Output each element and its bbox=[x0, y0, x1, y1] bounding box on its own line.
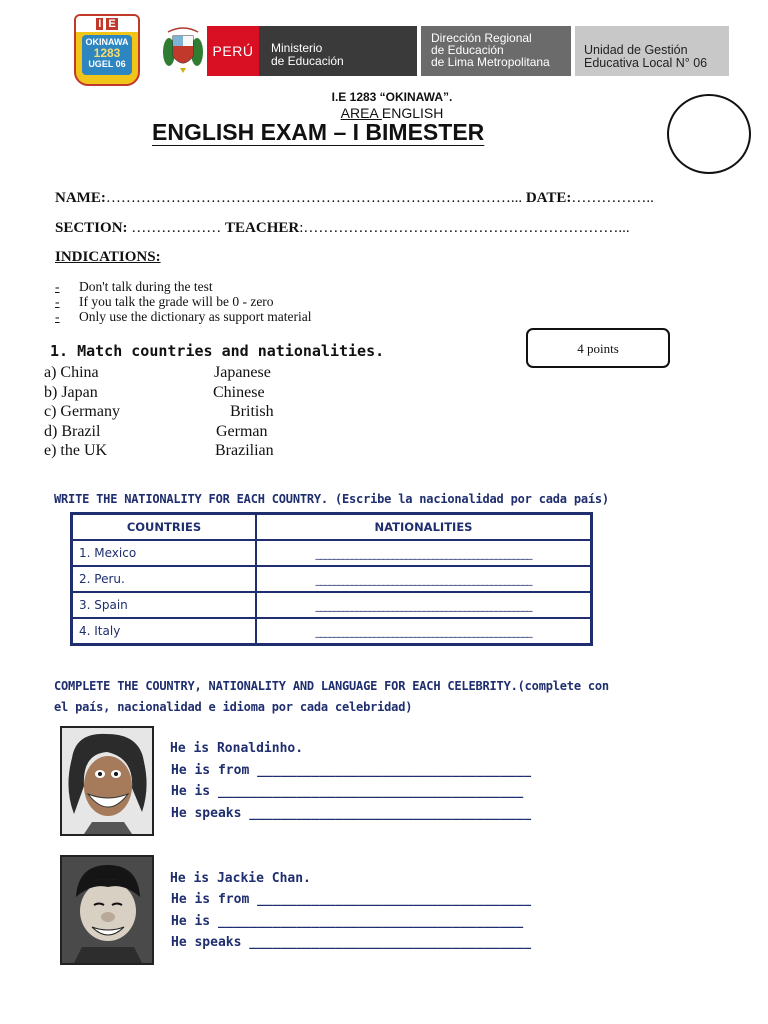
table-row bbox=[72, 592, 591, 618]
question-3-title-line-1: COMPLETE THE COUNTRY, NATIONALITY AND LANGUAGE FOR EACH CELEBRITY.(complete con bbox=[54, 679, 609, 693]
country-item: b) Japan bbox=[44, 384, 98, 401]
celebrity-intro: He is Jackie Chan. bbox=[170, 871, 311, 886]
celebrity-intro: He is Ronaldinho. bbox=[170, 741, 304, 756]
indication-bullet: - bbox=[55, 279, 60, 294]
school-logo-ugel: UGEL 06 bbox=[88, 59, 126, 69]
ronaldinho-caricature bbox=[60, 726, 154, 836]
dre-line-2: de Educación bbox=[431, 43, 504, 57]
table-row bbox=[72, 566, 591, 592]
indications-title: INDICATIONS: bbox=[55, 249, 161, 265]
teacher-label: TEACHER bbox=[225, 220, 300, 236]
nationality-item: Brazilian bbox=[215, 442, 274, 459]
peru-crest-icon bbox=[162, 26, 204, 74]
school-logo-number: 1283 bbox=[93, 46, 121, 60]
table-row bbox=[72, 540, 591, 566]
celebrity-from-line[interactable]: He is from ___________________________________ bbox=[171, 892, 532, 907]
indication-item bbox=[55, 309, 311, 325]
nationality-answer[interactable]: ________________________________________________ bbox=[256, 566, 591, 592]
ministry-label bbox=[259, 26, 417, 76]
indication-text: Only use the dictionary as support material bbox=[79, 309, 312, 324]
country-item: e) the UK bbox=[44, 442, 108, 459]
points-box: 4 points bbox=[526, 328, 670, 368]
area-label: AREA bbox=[340, 105, 382, 121]
country-cell: 2. Peru. bbox=[72, 566, 256, 592]
date-field[interactable]: …………….. bbox=[571, 190, 654, 206]
ugel-label bbox=[575, 26, 729, 76]
school-logo-name: OKINAWA bbox=[85, 37, 129, 47]
peru-label: PERÚ bbox=[207, 26, 259, 76]
table-row bbox=[72, 618, 591, 644]
section-field[interactable]: ……………… bbox=[127, 220, 226, 236]
nationality-answer[interactable]: ________________________________________________ bbox=[256, 592, 591, 618]
country-cell: 3. Spain bbox=[72, 592, 256, 618]
name-date-line bbox=[55, 190, 654, 207]
jackie-chan-caricature bbox=[60, 855, 154, 965]
ugel-line-2: Educativa Local N° 06 bbox=[584, 56, 708, 70]
celebrity-language-line[interactable]: He speaks ____________________________________ bbox=[171, 806, 532, 821]
ministry-banner bbox=[207, 26, 737, 76]
indication-text: If you talk the grade will be 0 - zero bbox=[79, 294, 274, 309]
nationality-item: Chinese bbox=[213, 384, 265, 401]
school-logo bbox=[74, 14, 140, 86]
section-teacher-line bbox=[55, 220, 630, 237]
question-1-title: 1. Match countries and nationalities. bbox=[50, 342, 385, 360]
nationality-table bbox=[70, 512, 593, 646]
school-name: I.E 1283 “OKINAWA”. bbox=[331, 90, 453, 104]
indication-item bbox=[55, 279, 213, 295]
nationality-item: British bbox=[230, 403, 274, 420]
celebrity-nationality-line[interactable]: He is _______________________________________ bbox=[171, 914, 524, 929]
indication-bullet: - bbox=[55, 309, 60, 324]
school-logo-letter-left: I bbox=[98, 18, 102, 30]
celebrity-from-line[interactable]: He is from ___________________________________ bbox=[171, 763, 532, 778]
nationality-item: German bbox=[216, 423, 268, 440]
dre-label bbox=[421, 26, 571, 76]
country-cell: 1. Mexico bbox=[72, 540, 256, 566]
name-field[interactable]: ………………………………………………………………………... bbox=[105, 190, 523, 206]
nationality-item: Japanese bbox=[214, 364, 271, 381]
countries-header: COUNTRIES bbox=[72, 514, 256, 540]
indication-item bbox=[55, 294, 274, 310]
nationality-answer[interactable]: ________________________________________________ bbox=[256, 618, 591, 644]
dre-line-1: Dirección Regional bbox=[431, 31, 532, 45]
date-label: DATE: bbox=[522, 190, 572, 206]
question-2-title: WRITE THE NATIONALITY FOR EACH COUNTRY. (Escribe la nacionalidad por cada país) bbox=[54, 492, 609, 506]
table-header-row bbox=[72, 514, 591, 540]
indication-text: Don't talk during the test bbox=[79, 279, 213, 294]
indication-bullet: - bbox=[55, 294, 60, 309]
country-cell: 4. Italy bbox=[72, 618, 256, 644]
nationality-answer[interactable]: ________________________________________________ bbox=[256, 540, 591, 566]
area-value: ENGLISH bbox=[381, 105, 444, 121]
school-logo-letter-right: E bbox=[108, 18, 116, 30]
dre-line-3: de Lima Metropolitana bbox=[431, 55, 550, 69]
name-label: NAME: bbox=[55, 190, 106, 206]
exam-title: ENGLISH EXAM – I BIMESTER bbox=[152, 119, 485, 145]
country-item: a) China bbox=[44, 364, 99, 381]
celebrity-nationality-line[interactable]: He is _______________________________________ bbox=[171, 784, 524, 799]
ugel-line-1: Unidad de Gestión bbox=[584, 43, 688, 57]
ministry-line-1: Ministerio bbox=[271, 41, 323, 55]
nationalities-header: NATIONALITIES bbox=[256, 514, 591, 540]
celebrity-language-line[interactable]: He speaks ____________________________________ bbox=[171, 935, 532, 950]
teacher-field[interactable]: :………………………………………………………... bbox=[299, 220, 630, 236]
question-3-title-line-2: el país, nacionalidad e idioma por cada celebridad) bbox=[54, 700, 413, 714]
country-item: c) Germany bbox=[44, 403, 120, 420]
grade-circle bbox=[667, 94, 751, 174]
section-label: SECTION: bbox=[55, 220, 128, 236]
country-item: d) Brazil bbox=[44, 423, 101, 440]
ministry-line-2: de Educación bbox=[271, 54, 344, 68]
